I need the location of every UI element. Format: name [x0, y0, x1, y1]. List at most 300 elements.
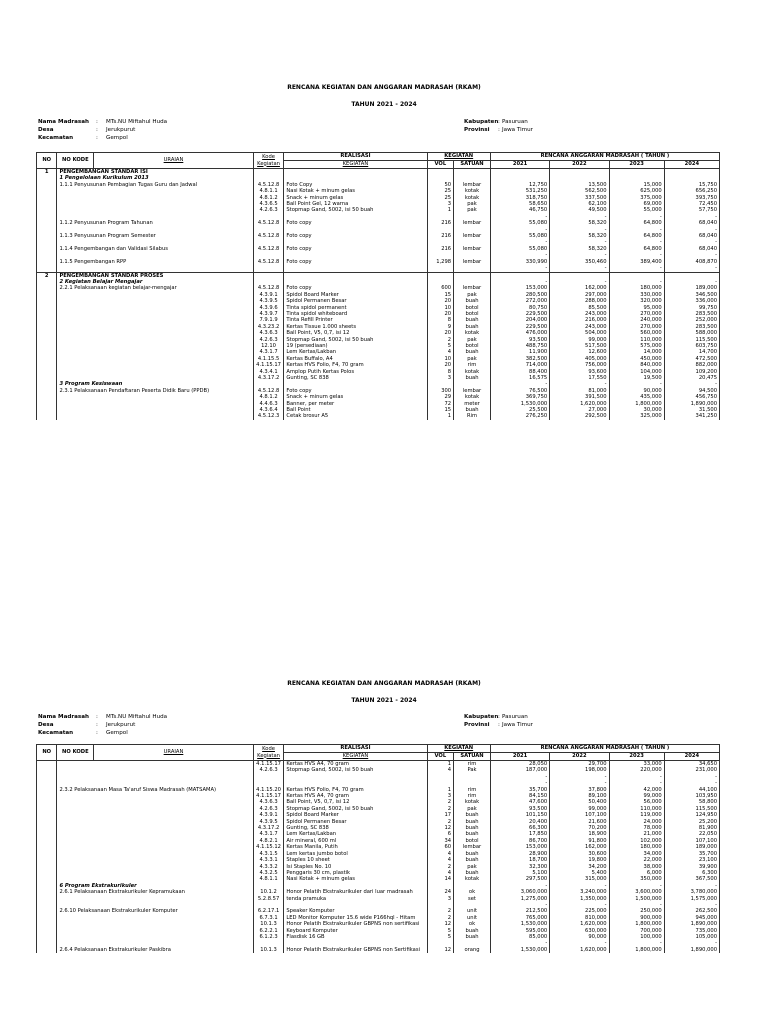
- cell-kode: [253, 272, 284, 279]
- cell-kode: 4.3.6.4: [253, 407, 284, 413]
- cell-satuan: pak: [454, 207, 491, 213]
- cell-vol: 1: [427, 787, 454, 793]
- cell-2022: 30,600: [550, 851, 609, 857]
- cell-2021: 86,700: [490, 838, 549, 844]
- cell-2021: -: [490, 252, 549, 258]
- cell-2022: 243,000: [550, 311, 609, 317]
- cell-vol: 3: [427, 793, 454, 799]
- cell-2024: 20,475: [664, 375, 719, 381]
- cell-2023: 375,000: [609, 195, 664, 201]
- cell-2024: 1,890,000: [664, 401, 719, 407]
- rkam-table-2: [36, 744, 720, 953]
- cell-2022: 1,620,000: [550, 921, 609, 927]
- cell-2021: 17,850: [490, 831, 549, 837]
- cell-kode: 4.1.15.12: [253, 844, 284, 850]
- cell-kegiatan: Spidol Permanen Besar: [284, 819, 427, 825]
- cell-2022: -: [550, 940, 609, 946]
- cell-uraian: 2.3.1 Pelaksanaan Pendaftaran Peserta Didik Baru (PPDB): [57, 388, 253, 394]
- cell-vol: 4: [427, 767, 454, 773]
- cell-vol: 20: [427, 330, 454, 336]
- cell-kegiatan: Isi Staples No. 10: [284, 864, 427, 870]
- header-kegiatan: KEGIATAN: [427, 153, 490, 161]
- cell-2023: 3,600,000: [609, 889, 664, 895]
- cell-2024: 115,500: [664, 337, 719, 343]
- cell-kode: 4.3.9.7: [253, 311, 284, 317]
- cell-2024: 588,000: [664, 330, 719, 336]
- cell-2024: -: [664, 265, 719, 272]
- cell-satuan: kotak: [454, 188, 491, 194]
- cell-vol: 20: [427, 362, 454, 368]
- cell-satuan: Pak: [454, 767, 491, 773]
- cell-2021: [490, 272, 549, 279]
- cell-kegiatan: [284, 272, 427, 279]
- cell-satuan: set: [454, 896, 491, 902]
- header-uraian: URAIAN: [94, 745, 253, 761]
- cell-2024: 367,500: [664, 876, 719, 882]
- cell-2021: 58,650: [490, 201, 549, 207]
- cell-2021: 55,080: [490, 220, 549, 226]
- cell-vol: 29: [427, 394, 454, 400]
- value-kecamatan: Gempol: [106, 135, 128, 141]
- cell-kode: 10.1.3: [253, 947, 284, 953]
- cell-kegiatan: Stopmap Gand, 5002, isi 50 buah: [284, 806, 427, 812]
- cell-satuan: buah: [454, 407, 491, 413]
- cell-2022: -: [550, 227, 609, 233]
- cell-2022: 99,000: [550, 337, 609, 343]
- cell-2023: 104,000: [609, 369, 664, 375]
- cell-2021: -: [490, 239, 549, 245]
- cell-kode: 4.1.15.17: [253, 793, 284, 799]
- cell-kode: 4.5.12.8: [253, 182, 284, 188]
- doc-subtitle: TAHUN 2021 - 2024: [351, 101, 417, 108]
- cell-satuan: botol: [454, 343, 491, 349]
- cell-2021: 276,250: [490, 413, 549, 419]
- cell-2022: 1,620,000: [550, 401, 609, 407]
- table-body-1: [37, 169, 720, 420]
- cell-satuan: kotak: [454, 799, 491, 805]
- cell-2024: 393,750: [664, 195, 719, 201]
- cell-satuan: buah: [454, 928, 491, 934]
- cell-2024: -: [664, 214, 719, 220]
- cell-2024: 735,000: [664, 928, 719, 934]
- value-provinsi: Jawa Timur: [502, 127, 533, 133]
- cell-2022: 29,700: [550, 761, 609, 768]
- value-madrasah: MTs.NU Miftahul Huda: [106, 714, 168, 720]
- value-provinsi: Jawa Timur: [502, 722, 533, 728]
- cell-2024: 945,000: [664, 915, 719, 921]
- cell-vol: 5: [427, 934, 454, 940]
- cell-satuan: buah: [454, 870, 491, 876]
- cell-vol: 72: [427, 401, 454, 407]
- cell-vol: 20: [427, 298, 454, 304]
- cell-2023: 56,000: [609, 799, 664, 805]
- cell-satuan: pak: [454, 201, 491, 207]
- cell-2022: 58,320: [550, 233, 609, 239]
- cell-kegiatan: Cetak brosur A5: [284, 413, 427, 419]
- colon: :: [498, 714, 500, 720]
- header-2023: 2023: [609, 753, 664, 761]
- table-row: [37, 265, 720, 272]
- cell-2024: 68,040: [664, 233, 719, 239]
- cell-2024: [664, 169, 719, 176]
- cell-satuan: lembar: [454, 182, 491, 188]
- table-row: [37, 947, 720, 953]
- cell-2024: -: [664, 227, 719, 233]
- cell-vol: 60: [427, 844, 454, 850]
- cell-2021: 212,500: [490, 908, 549, 914]
- cell-2023: [609, 272, 664, 279]
- colon: :: [96, 722, 98, 728]
- cell-kegiatan: Gunting, SC 838: [284, 825, 427, 831]
- cell-2021: -: [490, 265, 549, 272]
- cell-2022: 297,000: [550, 292, 609, 298]
- cell-2021: 101,150: [490, 812, 549, 818]
- cell-kegiatan: Nasi Kotak + minum gelas: [284, 876, 427, 882]
- cell-kegiatan: Foto copy: [284, 388, 427, 394]
- cell-satuan: kotak: [454, 330, 491, 336]
- cell-2021: 28,900: [490, 851, 549, 857]
- cell-2021: 35,700: [490, 787, 549, 793]
- cell-kegiatan: Speaker Komputer: [284, 908, 427, 914]
- cell-2023: 42,000: [609, 787, 664, 793]
- cell-2024: -: [664, 279, 719, 285]
- cell-2021: 85,000: [490, 934, 549, 940]
- cell-2024: 105,000: [664, 934, 719, 940]
- cell-2021: 16,575: [490, 375, 549, 381]
- cell-2024: -: [664, 902, 719, 908]
- cell-kegiatan: Spidol Permanen Besar: [284, 298, 427, 304]
- cell-kegiatan: Tinta spidol whiteboard: [284, 311, 427, 317]
- cell-2023: 575,000: [609, 343, 664, 349]
- cell-kode: 4.1.15.20: [253, 787, 284, 793]
- cell-2024: -: [664, 239, 719, 245]
- cell-kegiatan: Stopmap Gand, 5002, isi 50 buah: [284, 767, 427, 773]
- cell-2022: 162,000: [550, 844, 609, 850]
- cell-satuan: [454, 272, 491, 279]
- cell-satuan: buah: [454, 851, 491, 857]
- cell-2022: -: [550, 279, 609, 285]
- cell-2024: -: [664, 883, 719, 889]
- cell-2022: 216,000: [550, 317, 609, 323]
- table-row: [37, 272, 720, 279]
- cell-2021: 153,000: [490, 844, 549, 850]
- cell-kode: 6.2.2.1: [253, 928, 284, 934]
- cell-kode: 4.5.12.3: [253, 413, 284, 419]
- cell-vol: [427, 169, 454, 176]
- cell-vol: 1: [427, 207, 454, 213]
- cell-2024: -: [664, 252, 719, 258]
- cell-2024: 1,890,000: [664, 921, 719, 927]
- cell-2023: 22,000: [609, 857, 664, 863]
- cell-2023: 102,000: [609, 838, 664, 844]
- info-left: [38, 118, 167, 142]
- cell-2022: [550, 272, 609, 279]
- cell-2022: 27,000: [550, 407, 609, 413]
- cell-kode: 4.5.12.8: [253, 259, 284, 265]
- cell-kode: 4.3.1.5: [253, 851, 284, 857]
- header-2021: 2021: [490, 161, 549, 169]
- cell-satuan: rim: [454, 793, 491, 799]
- cell-2021: 84,150: [490, 793, 549, 799]
- label-desa: Desa: [38, 127, 54, 133]
- cell-2023: 250,000: [609, 908, 664, 914]
- cell-satuan: buah: [454, 298, 491, 304]
- cell-kegiatan: Kertas Buffalo, A4: [284, 356, 427, 362]
- cell-satuan: rim: [454, 761, 491, 768]
- cell-2024: [664, 272, 719, 279]
- cell-2021: 88,400: [490, 369, 549, 375]
- cell-2022: -: [550, 214, 609, 220]
- cell-2022: 405,000: [550, 356, 609, 362]
- cell-2022: [550, 169, 609, 176]
- cell-vol: 14: [427, 876, 454, 882]
- cell-2023: 330,000: [609, 292, 664, 298]
- doc-subtitle-2: TAHUN 2021 - 2024: [351, 697, 417, 704]
- cell-2023: 1,800,000: [609, 947, 664, 953]
- cell-vol: 600: [427, 285, 454, 291]
- cell-2022: 85,500: [550, 305, 609, 311]
- cell-2022: -: [550, 239, 609, 245]
- cell-kegiatan: Foto Copy: [284, 182, 427, 188]
- cell-vol: 3: [427, 896, 454, 902]
- cell-2021: 80,750: [490, 305, 549, 311]
- header-2022: 2022: [550, 753, 609, 761]
- cell-satuan: rim: [454, 362, 491, 368]
- cell-kode: 4.8.1.2: [253, 394, 284, 400]
- cell-2023: -: [609, 227, 664, 233]
- label-kabupaten: Kabupaten: [464, 119, 499, 125]
- cell-vol: 9: [427, 324, 454, 330]
- cell-kegiatan: Keyboard Komputer: [284, 928, 427, 934]
- cell-2024: 656,250: [664, 188, 719, 194]
- cell-kode: 6.2.17.1: [253, 908, 284, 914]
- cell-no: [37, 947, 57, 953]
- cell-vol: 3: [427, 201, 454, 207]
- cell-2022: 58,320: [550, 220, 609, 226]
- cell-kegiatan: Foto copy: [284, 233, 427, 239]
- cell-kegiatan: Kertas HVS Folio, F4, 70 gram: [284, 787, 427, 793]
- cell-satuan: botol: [454, 311, 491, 317]
- cell-2024: 68,040: [664, 246, 719, 252]
- cell-2022: 58,320: [550, 246, 609, 252]
- cell-2022: 37,800: [550, 787, 609, 793]
- cell-vol: 15: [427, 407, 454, 413]
- cell-vol: 8: [427, 317, 454, 323]
- cell-2022: 810,000: [550, 915, 609, 921]
- colon: :: [96, 730, 98, 736]
- header-vol: VOL: [427, 753, 454, 761]
- cell-vol: 25: [427, 188, 454, 194]
- cell-2024: 23,100: [664, 857, 719, 863]
- cell-satuan: kotak: [454, 369, 491, 375]
- header-2022: 2022: [550, 161, 609, 169]
- cell-2022: 3,240,000: [550, 889, 609, 895]
- cell-2024: 252,000: [664, 317, 719, 323]
- cell-kode: 4.4.6.3: [253, 401, 284, 407]
- cell-2023: 560,000: [609, 330, 664, 336]
- cell-2023: 180,000: [609, 844, 664, 850]
- cell-kegiatan: Ball Point, V5, 0,7, isi 12: [284, 330, 427, 336]
- cell-vol: 10: [427, 305, 454, 311]
- cell-2022: 1,350,000: [550, 896, 609, 902]
- cell-2023: 90,000: [609, 388, 664, 394]
- cell-uraian: [57, 761, 253, 768]
- cell-2021: 229,500: [490, 311, 549, 317]
- cell-kode: 6.7.3.1: [253, 915, 284, 921]
- cell-kegiatan: Ball Point, V5, 0,7, isi 12: [284, 799, 427, 805]
- cell-kegiatan: Lem Kertas/Lakban: [284, 349, 427, 355]
- cell-vol: 12: [427, 825, 454, 831]
- cell-kode: 4.2.6.3: [253, 337, 284, 343]
- cell-2023: 64,800: [609, 233, 664, 239]
- cell-satuan: kotak: [454, 394, 491, 400]
- cell-kode: 4.5.12.8: [253, 246, 284, 252]
- cell-vol: 1: [427, 413, 454, 419]
- cell-vol: 4: [427, 851, 454, 857]
- cell-2024: 1,575,000: [664, 896, 719, 902]
- rkam-table-1: [36, 152, 720, 420]
- cell-2022: 49,500: [550, 207, 609, 213]
- cell-2022: -: [550, 902, 609, 908]
- cell-2023: 110,000: [609, 806, 664, 812]
- cell-2021: 153,000: [490, 285, 549, 291]
- cell-vol: 2: [427, 806, 454, 812]
- colon: :: [498, 119, 500, 125]
- cell-2022: 243,000: [550, 324, 609, 330]
- table-row: [37, 413, 720, 419]
- cell-vol: 216: [427, 233, 454, 239]
- cell-satuan: botol: [454, 838, 491, 844]
- cell-uraian: 1.1.4 Pengembangan dan Validasi Silabus: [57, 246, 253, 252]
- cell-2024: 58,800: [664, 799, 719, 805]
- label-madrasah: Nama Madrasah: [38, 714, 89, 720]
- cell-2021: 280,500: [490, 292, 549, 298]
- cell-2023: 30,000: [609, 407, 664, 413]
- cell-kode: 4.8.1.1: [253, 188, 284, 194]
- cell-satuan: buah: [454, 349, 491, 355]
- cell-kegiatan: 19 (persediaan): [284, 343, 427, 349]
- cell-2021: -: [490, 214, 549, 220]
- cell-2024: 603,750: [664, 343, 719, 349]
- cell-2022: 81,000: [550, 388, 609, 394]
- cell-2021: 32,300: [490, 864, 549, 870]
- cell-2023: 78,000: [609, 825, 664, 831]
- cell-satuan: [454, 265, 491, 272]
- cell-kegiatan: Banner, per meter: [284, 401, 427, 407]
- cell-2021: -: [490, 774, 549, 780]
- cell-uraian: 1.1.2 Penyusunan Program Tahunan: [57, 220, 253, 226]
- cell-2022: -: [550, 780, 609, 786]
- cell-satuan: buah: [454, 934, 491, 940]
- cell-kegiatan: Spidol Board Marker: [284, 812, 427, 818]
- header-kegiatan-sub: KEGIATAN: [284, 753, 427, 761]
- cell-2021: [490, 169, 549, 176]
- cell-satuan: kotak: [454, 195, 491, 201]
- cell-2021: 55,080: [490, 233, 549, 239]
- label-madrasah: Nama Madrasah: [38, 119, 89, 125]
- header-no: NO: [37, 153, 57, 169]
- cell-kode: 5.2.8.57: [253, 896, 284, 902]
- cell-2022: 225,000: [550, 908, 609, 914]
- cell-2021: 531,250: [490, 188, 549, 194]
- cell-kegiatan: Lem kertas jumbo botol: [284, 851, 427, 857]
- cell-kegiatan: Foto copy: [284, 285, 427, 291]
- cell-2022: -: [550, 265, 609, 272]
- cell-satuan: pak: [454, 864, 491, 870]
- cell-kode: 4.3.1.7: [253, 349, 284, 355]
- cell-satuan: unit: [454, 908, 491, 914]
- header-no: NO: [37, 745, 57, 761]
- header-kegiatan: KEGIATAN: [427, 745, 490, 753]
- cell-2022: 90,000: [550, 934, 609, 940]
- colon: :: [96, 135, 98, 141]
- cell-2022: -: [550, 381, 609, 387]
- cell-kegiatan: Kertas HVS A4, 70 gram: [284, 761, 427, 768]
- cell-2022: 107,100: [550, 812, 609, 818]
- cell-2023: 38,000: [609, 864, 664, 870]
- cell-kegiatan: Honor Pelatih Ekstrakurikuler GBPNS non sertifikasi: [284, 921, 427, 927]
- cell-2024: 189,000: [664, 844, 719, 850]
- header-rencana: RENCANA ANGGARAN MADRASAH ( TAHUN ): [490, 153, 719, 161]
- cell-2023: 240,000: [609, 317, 664, 323]
- cell-satuan: lembar: [454, 388, 491, 394]
- cell-2021: -: [490, 227, 549, 233]
- cell-kode: 4.3.9.6: [253, 305, 284, 311]
- header-realisasi: REALISASI: [340, 153, 371, 159]
- cell-vol: 34: [427, 838, 454, 844]
- cell-2022: -: [550, 883, 609, 889]
- cell-kegiatan: LED Monitor Komputer 15.6 wide P166hql - Hitam: [284, 915, 427, 921]
- cell-2022: 50,400: [550, 799, 609, 805]
- cell-2023: 270,000: [609, 324, 664, 330]
- cell-kegiatan: Snack + minum gelas: [284, 195, 427, 201]
- cell-2024: 94,500: [664, 388, 719, 394]
- cell-kode: 4.2.6.3: [253, 207, 284, 213]
- cell-2022: 93,600: [550, 369, 609, 375]
- cell-2024: 115,500: [664, 806, 719, 812]
- info-right: [464, 118, 533, 134]
- cell-2023: 270,000: [609, 311, 664, 317]
- cell-2024: 882,000: [664, 362, 719, 368]
- cell-2023: -: [609, 381, 664, 387]
- cell-2023: 220,000: [609, 767, 664, 773]
- cell-2024: 31,500: [664, 407, 719, 413]
- cell-2022: 91,800: [550, 838, 609, 844]
- header-satuan: SATUAN: [454, 161, 491, 169]
- cell-2024: 107,100: [664, 838, 719, 844]
- cell-uraian: 2.3.2 Pelaksanaan Masa Ta'aruf Siswa Madrasah (MATSAMA): [57, 787, 253, 793]
- cell-kegiatan: Gunting, SC 838: [284, 375, 427, 381]
- cell-uraian: 2 Kegiatan Belajar Mengajar: [57, 279, 253, 285]
- cell-vol: 2: [427, 908, 454, 914]
- cell-2024: -: [664, 940, 719, 946]
- cell-satuan: pak: [454, 356, 491, 362]
- cell-2024: 57,750: [664, 207, 719, 213]
- cell-2022: 756,000: [550, 362, 609, 368]
- table-header-2: [37, 745, 720, 761]
- cell-satuan: pak: [454, 806, 491, 812]
- header-2024: 2024: [664, 161, 719, 169]
- cell-2023: 14,000: [609, 349, 664, 355]
- label-kabupaten: Kabupaten: [464, 714, 499, 720]
- cell-kegiatan: Stopmap Gand, 5002, isi 50 buah: [284, 337, 427, 343]
- cell-2023: 435,000: [609, 394, 664, 400]
- cell-2024: -: [664, 780, 719, 786]
- cell-vol: 17: [427, 812, 454, 818]
- cell-uraian: 1.1.1 Penyusunan Pembagian Tugas Guru dan Jadwal: [57, 182, 253, 188]
- cell-satuan: buah: [454, 831, 491, 837]
- cell-2022: 391,500: [550, 394, 609, 400]
